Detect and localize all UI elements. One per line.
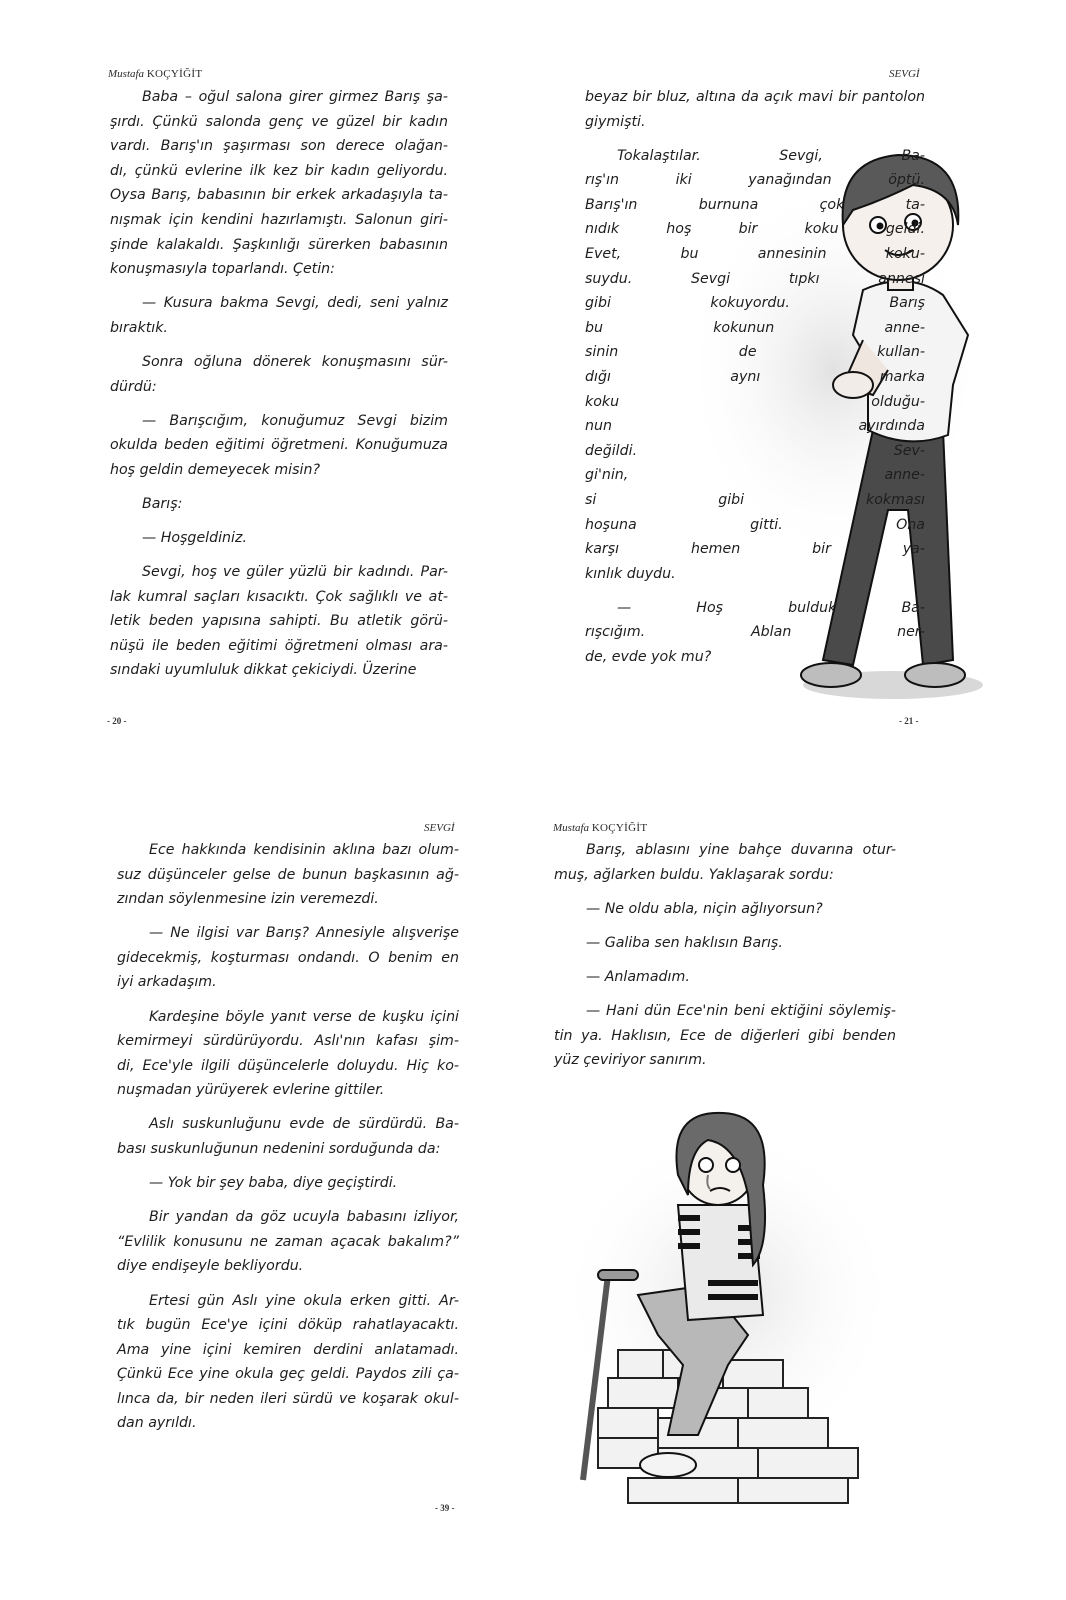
paragraph (554, 931, 896, 956)
text-line: karşı hemen bir ya- (585, 541, 925, 558)
paragraph (110, 492, 448, 517)
body-text (554, 838, 896, 1082)
text-line: yüz çeviriyor sanırım. (554, 1052, 707, 1069)
paragraph (117, 921, 459, 995)
paragraph (117, 1005, 459, 1103)
running-head-title: SEVGİ (424, 822, 455, 834)
text-line: — Kusura bakma Sevgi, dedi, seni yalnız (142, 295, 448, 312)
text-line: dan ayrıldı. (117, 1415, 197, 1432)
text-line: rışcığım. Ablan ner- (585, 624, 925, 641)
left-eye (699, 1158, 713, 1172)
text-line: hoşuna gitti. Ona (585, 516, 925, 533)
text-line: — Yok bir şey baba, diye geçiştirdi. (149, 1175, 398, 1192)
right-eye (726, 1158, 740, 1172)
text-line: dı, çünkü evlerine ilk kez bir kadın geliyordu. (110, 162, 448, 179)
text-line: di, Ece'yle ilgili düşüncelerle doluydu. Hiç ko- (117, 1057, 459, 1074)
text-line: “Evlilik konusunu ne zaman açacak bakalım?” (117, 1233, 459, 1250)
text-line: konuşmasıyla toparlandı. Çetin: (110, 261, 335, 278)
text-line: değildi. Sev- (585, 442, 925, 459)
text-line: gibi kokuyordu. Barış (585, 295, 925, 312)
text-line: — Hani dün Ece'nin beni ektiğini söylemiş- (586, 1002, 896, 1019)
text-line: Kardeşine böyle yanıt verse de kuşku içini (149, 1008, 459, 1025)
paragraph (585, 85, 925, 134)
text-line: nun ayırdında (585, 418, 925, 435)
text-line: muş, ağlarken buldu. Yaklaşarak sordu: (554, 866, 834, 883)
text-line: nıdık hoş bir koku geldi. (585, 221, 925, 238)
text-line: nuşmadan yürüyerek evlerine gittiler. (117, 1082, 385, 1099)
text-line: si gibi kokması (585, 492, 925, 508)
text-line: hoş geldin demeyecek misin? (110, 461, 320, 478)
paragraph (585, 144, 925, 587)
author-surname: KOÇYİĞİT (146, 68, 203, 80)
text-line: tin ya. Haklısın, Ece de diğerleri gibi benden (554, 1027, 896, 1044)
text-line: — Galiba sen haklısın Barış. (586, 934, 783, 951)
text-line: — Barışcığım, konuğumuz Sevgi bizim (142, 412, 448, 429)
page-20 (0, 0, 533, 780)
running-head-author (108, 68, 202, 80)
text-line: diye endişeyle bekliyordu. (117, 1258, 304, 1275)
paragraph (110, 560, 448, 683)
text-line: koku olduğu- (585, 393, 925, 410)
text-line: bıraktık. (110, 319, 168, 336)
text-line: Barış: (142, 495, 183, 512)
paragraph (554, 897, 896, 922)
page-40 (533, 800, 1066, 1600)
text-line: giymişti. (585, 113, 646, 130)
text-line: rış'ın iki yanağından öptü. (585, 172, 925, 189)
text-line: — Hoşgeldiniz. (142, 530, 247, 546)
page-number: - 39 - (435, 1503, 455, 1513)
body-text (585, 85, 925, 679)
text-line: Ama yine içini kemiren derdini anlatamadı. (117, 1341, 459, 1358)
text-line: nışmak için kendini hazırlamıştı. Salonun giri- (110, 211, 448, 228)
text-line: Çünkü Ece yine okula geç geldi. Paydos zili ça- (117, 1366, 459, 1383)
text-line: Sonra oğluna dönerek konuşmasını sür- (142, 353, 448, 370)
paragraph (554, 999, 896, 1073)
text-line: Aslı suskunluğunu evde de sürdürdü. Ba- (149, 1116, 459, 1133)
paragraph (117, 1205, 459, 1279)
text-line: Tokalaştılar. Sevgi, Ba- (617, 147, 925, 164)
text-line: — Anlamadım. (586, 968, 690, 985)
page-21 (533, 0, 1066, 780)
paragraph (110, 85, 448, 282)
text-line: sındaki uyumluluk dikkat çekiciydi. Üzerine (110, 662, 417, 679)
text-line: Bir yandan da göz ucuyla babasını izliyor, (149, 1209, 459, 1226)
text-line: bu kokunun anne- (585, 319, 925, 336)
paragraph (117, 1289, 459, 1437)
text-line: kemirmeyi sürdürüyordu. Aslı'nın kafası şim- (117, 1033, 459, 1050)
text-line: lınca da, bir neden ileri sürdü ve koşarak okul- (117, 1390, 459, 1407)
text-line: Evet, bu annesinin koku- (585, 246, 925, 263)
paragraph (110, 526, 448, 551)
running-head-author (553, 822, 647, 834)
text-line: suz düşünceler gelse de bunun başkasının ağ- (117, 866, 459, 883)
text-line: şinde kalakaldı. Şaşkınlığı sürerken babasının (110, 236, 448, 253)
author-first-name: Mustafa (553, 822, 590, 834)
girl-crying-on-brick-wall-illustration (538, 1105, 918, 1505)
paragraph (110, 291, 448, 340)
body-text (110, 85, 448, 693)
text-line: vardı. Barış'ın şaşırması son derece olağan- (110, 138, 448, 155)
text-line: nüşü ile beden eğitimi öğretmeni olması ara- (110, 637, 448, 654)
paragraph (117, 1112, 459, 1161)
text-line: beyaz bir bluz, altına da açık mavi bir pantolon (585, 89, 925, 105)
text-line: iyi arkadaşım. (117, 974, 217, 991)
text-line: Oysa Barış, babasının bir erkek arkadaşıyla ta- (110, 187, 448, 204)
page-39 (0, 800, 533, 1600)
text-line: kınlık duydu. (585, 565, 676, 582)
text-line: suydu. Sevgi tıpkı annesi (585, 270, 925, 287)
paragraph (110, 350, 448, 399)
text-line: — Ne oldu abla, niçin ağlıyorsun? (586, 900, 823, 917)
text-line: tık bugün Ece'ye içini döküp rahatlayacaktı. (117, 1317, 459, 1334)
paragraph (117, 1171, 459, 1196)
text-line: gidecekmiş, koşturması ondandı. O benim en (117, 949, 459, 966)
text-line: Ece hakkında kendisinin aklına bazı olum- (149, 842, 459, 858)
text-line: dürdü: (110, 378, 157, 395)
body-text (117, 838, 459, 1446)
running-head-title: SEVGİ (889, 68, 920, 80)
text-line: — Hoş bulduk Ba- (617, 599, 925, 616)
paragraph (554, 965, 896, 990)
text-line: okulda beden eğitimi öğretmeni. Konuğumuza (110, 437, 448, 454)
text-line: letik beden yapısına sahipti. Bu atletik görü- (110, 613, 448, 630)
text-line: bası suskunluğunun nedenini sorduğunda da: (117, 1141, 441, 1158)
page-number: - 20 - (107, 716, 127, 726)
author-surname: KOÇYİĞİT (591, 822, 648, 834)
text-line: gi'nin, anne- (585, 467, 925, 484)
text-line: Barış, ablasını yine bahçe duvarına otur- (586, 842, 896, 858)
text-line: lak kumral saçları kısacıktı. Çok sağlıklı ve at- (110, 588, 448, 605)
text-line: Baba – oğul salona girer girmez Barış şa- (142, 89, 448, 105)
author-first-name: Mustafa (108, 68, 145, 80)
text-line: — Ne ilgisi var Barış? Annesiyle alışverişe (149, 925, 459, 942)
text-line: zından söylenmesine izin veremezdi. (117, 891, 379, 908)
text-line: dığı aynı marka (585, 369, 925, 386)
paragraph (117, 838, 459, 912)
crutch-pad (598, 1270, 638, 1280)
paragraph (554, 838, 896, 887)
text-line: Barış'ın burnuna çok ta- (585, 196, 925, 213)
text-line: Sevgi, hoş ve güler yüzlü bir kadındı. Par- (142, 564, 448, 581)
sneaker (640, 1453, 696, 1477)
text-line: de, evde yok mu? (585, 649, 712, 666)
page-number: - 21 - (899, 716, 919, 726)
paragraph (110, 409, 448, 483)
text-line: sinin de kullan- (585, 344, 925, 361)
text-line: Ertesi gün Aslı yine okula erken gitti. Ar- (149, 1292, 459, 1309)
text-line: şırdı. Çünkü salonda genç ve güzel bir kadın (110, 113, 448, 130)
paragraph (585, 596, 925, 670)
